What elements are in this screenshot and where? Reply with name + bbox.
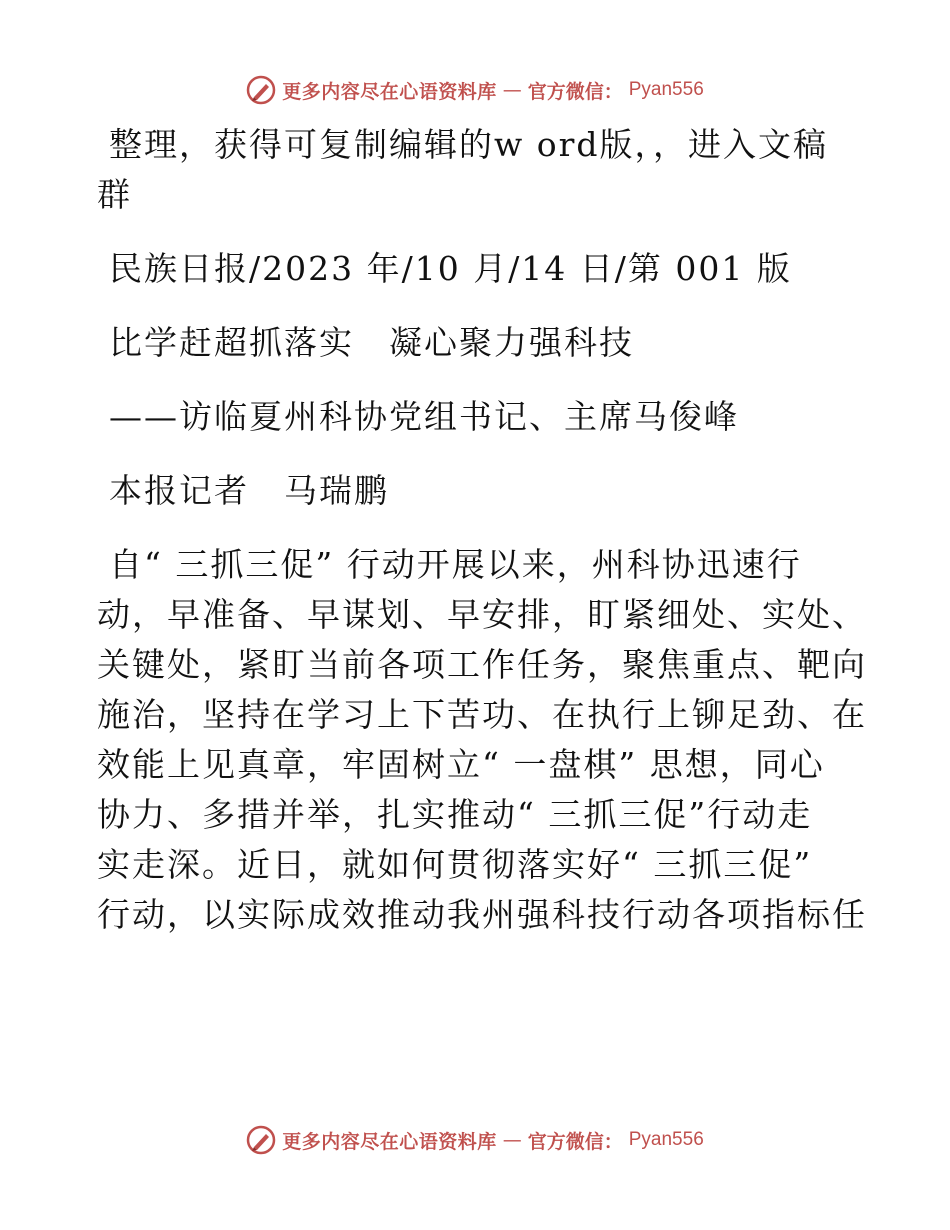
body-line: 实走深。近日，就如何贯彻落实好“ 三抓三促” xyxy=(97,845,813,884)
body-line: 关键处，紧盯当前各项工作任务，聚焦重点、靶向 xyxy=(97,645,867,684)
watermark-id: Pyan556 xyxy=(628,79,704,100)
watermark-separator: — xyxy=(502,1129,522,1151)
pen-logo-icon xyxy=(246,1125,276,1155)
watermark-separator: — xyxy=(502,79,522,101)
document-body xyxy=(97,120,867,940)
header-watermark xyxy=(0,70,950,110)
byline: 本报记者 马瑞鹏 xyxy=(109,471,389,510)
body-line: 自“ 三抓三促” 行动开展以来，州科协迅速行 xyxy=(109,545,802,584)
body-line: 协力、多措并举，扎实推动“ 三抓三促”行动走 xyxy=(97,795,813,834)
body-line: 行动，以实际成效推动我州强科技行动各项指标任 xyxy=(97,895,867,934)
headline: 比学赶超抓落实 凝心聚力强科技 xyxy=(109,323,634,362)
source-line: 民族日报/2023 年/10 月/14 日/第 001 版 xyxy=(109,249,792,288)
watermark-label: 官方微信： xyxy=(527,1130,623,1153)
subheadline: ——访临夏州科协党组书记、主席马俊峰 xyxy=(109,397,739,436)
pen-logo-icon xyxy=(246,75,276,105)
intro-line-continued: 群 xyxy=(97,175,132,214)
intro-line: 整理，获得可复制编辑的w ord版，，进入文稿 xyxy=(109,125,829,164)
body-paragraph xyxy=(97,540,867,940)
watermark-text: 更多内容尽在心语资料库 xyxy=(282,80,497,103)
footer-watermark xyxy=(0,1120,950,1160)
body-line: 动，早准备、早谋划、早安排，盯紧细处、实处、 xyxy=(97,595,867,634)
watermark-text: 更多内容尽在心语资料库 xyxy=(282,1130,497,1153)
watermark-label: 官方微信： xyxy=(527,80,623,103)
body-line: 效能上见真章，牢固树立“ 一盘棋” 思想，同心 xyxy=(97,745,825,784)
body-line: 施治，坚持在学习上下苦功、在执行上铆足劲、在 xyxy=(97,695,867,734)
watermark-id: Pyan556 xyxy=(628,1129,704,1150)
